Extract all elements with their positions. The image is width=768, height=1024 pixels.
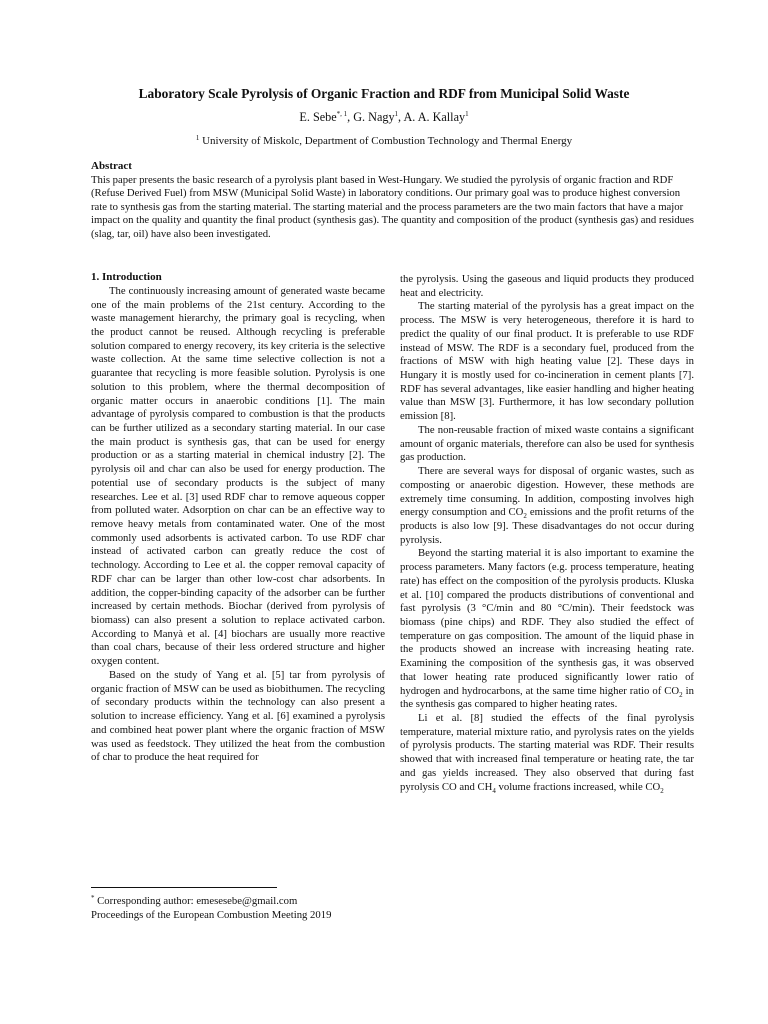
- author-superscript: 1: [465, 110, 469, 118]
- corresponding-author-text: Corresponding author: emesesebe@gmail.com: [97, 895, 298, 907]
- right-column: [400, 273, 694, 794]
- corresponding-author-note: [91, 894, 491, 908]
- body-paragraph: Li et al. [8] studied the effects of the final pyrolysis temperature, material mixture ratio, and pyrolysis rates on the yields of pyrolysis products. The starting material was RDF. Their results showed that with increased final temperature or heating rate, the tar and gas yields increased. They also observed that during fast pyrolysis CO and $CH_4$ volume fractions increased, while $CO_2$: [400, 712, 694, 795]
- author-name: A. A. Kallay: [403, 110, 466, 124]
- chemical-subscript: 2: [660, 786, 664, 795]
- body-paragraph: The continuously increasing amount of generated waste became one of the main problems of the 21st century. According to the waste management hierarchy, the primary goal is recycling, when the product cannot be reused. Although recycling is preferable solution compared to energy recovery, its key criteria is the selective waste collection. At the same time selective collection is not a guarantee that recycling is more feasible solution. Pyrolysis is one solution to this problem, where the thermal decomposition of organic matter occurs in anaerobic conditions [1]. The main advantage of pyrolysis compared to combustion is that the products can be further utilized as a secondary starting material. In our case the main product is synthesis gas, that can be used for energy production or as a starting material in chemical industry [2]. The pyrolysis oil and char can also be used for energy production. The potential use of secondary products is the subject of many researches. Lee et al. [3] used RDF char to remove aqueous copper from polluted water. Adsorption on char can be an effective way to remove heavy metals from contaminated water. One of the most commonly used adsorbents is activated carbon. To use RDF char instead of activated carbon can greatly reduce the cost of technology. According to Lee et al. the copper removal capacity of RDF char can be larger than other low-cost char adsorbents. In addition, the copper-binding capacity of the adsorber can be further increased by certain methods. Biochar (derived from pyrolysis of biomass) can also present a solution to replace activated carbon. According to Manyà et al. [4] biochars are usually more reactive than coal chars, because of their less ordered structure and higher oxygen content.: [91, 284, 385, 668]
- body-paragraph: The non-reusable fraction of mixed waste contains a significant amount of organic materials, therefore can also be used for synthesis gas production.: [400, 423, 694, 464]
- left-column: [91, 271, 385, 765]
- body-paragraph: Based on the study of Yang et al. [5] tar from pyrolysis of organic fraction of MSW can be used as biobithumen. The recycling of secondary products within the technology can also present a solution to increase efficiency. Yang et al. [6] examined a pyrolysis and combined heat power plant where the organic fraction of MSW was used as feedstock. They utilized the heat from the combustion of char to produce the heat required for: [91, 668, 385, 764]
- footnote-marker: *: [91, 894, 95, 902]
- author-name: E. Sebe: [299, 110, 337, 124]
- body-paragraph: There are several ways for disposal of organic wastes, such as composting or anaerobic digestion. However, these methods are extremely time consuming. In addition, composting involves high energy consumption and $CO_2$ emissions and the profit returns of the products is also low [9]. These disadvantages do not occur during pyrolysis.: [400, 465, 694, 546]
- paper-title: Laboratory Scale Pyrolysis of Organic Fraction and RDF from Municipal Solid Waste: [138, 86, 630, 101]
- section-heading: 1. Introduction: [91, 271, 162, 283]
- chemical-subscript: 2: [679, 690, 683, 699]
- abstract-section: [91, 160, 694, 241]
- author-superscript: 1: [394, 110, 399, 118]
- author-superscript: *, 1: [336, 110, 348, 118]
- proceedings-line: Proceedings of the European Combustion Meeting 2019: [91, 909, 332, 921]
- author-list: E. Sebe$^{*, 1}$, G. Nagy$^1$, A. A. Kallay$^1$: [299, 110, 469, 124]
- body-paragraph: The starting material of the pyrolysis has a great impact on the process. The MSW is very heterogeneous, therefore it is hard to predict the quality of our final product. It is preferable to use RDF instead of MSW. The RDF is a secondary fuel, produced from the fractions of MSW with high heating value [2]. These days in Hungary it is mostly used for co-incineration in cement plants [7]. RDF has several advantages, like easier handling and higher heating value than MSW [3]. Furthermore, it has low secondary pollution emission [8].: [400, 300, 694, 423]
- footnote-divider: [91, 887, 277, 888]
- affiliation-superscript: 1: [195, 134, 200, 142]
- affiliation-text: University of Miskolc, Department of Combustion Technology and Thermal Energy: [202, 135, 573, 147]
- abstract-text: This paper presents the basic research of a pyrolysis plant based in West-Hungary. We studied the pyrolysis of organic fraction and RDF (Refuse Derived Fuel) from MSW (Municipal Solid Waste) in laboratory conditions. Our primary goal was to produce highest conversion rate to synthesis gas from the starting material. The starting material and the process parameters are the two main factors that have a major impact on the quality and quantity the final product (synthesis gas). The quantity and composition of the product (synthesis gas) and residues (slag, tar, oil) have also been investigated.: [91, 173, 694, 240]
- body-paragraph: Beyond the starting material it is also important to examine the process parameters. Many factors (e.g. process temperature, heating rate) has effect on the composition of the pyrolysis products. Kluska et al. [10] compared the products distributions of conventional and fast pyrolysis (3 °C/min and 80 °C/min). Their feedstock was biomass (pine chips) and RDF. They also studied the effect of temperature on gas composition. The amount of the liquid phase in the products showed an increase with increasing heating rate. Examining the composition of the synthesis gas, it was observed that lower heating rate produced significantly lower ratio of hydrogen and hydrocarbons, at the same time higher ratio of $CO_2$ in the synthesis gas compared to higher heating rates.: [400, 547, 694, 711]
- footnote: [91, 894, 491, 922]
- chemical-subscript: 4: [492, 786, 496, 795]
- chemical-subscript: 2: [523, 512, 527, 521]
- body-paragraph: the pyrolysis. Using the gaseous and liquid products they produced heat and electricity.: [400, 273, 694, 299]
- affiliation: [60, 134, 708, 148]
- abstract-heading: Abstract: [91, 160, 132, 172]
- author-name: G. Nagy: [353, 110, 395, 124]
